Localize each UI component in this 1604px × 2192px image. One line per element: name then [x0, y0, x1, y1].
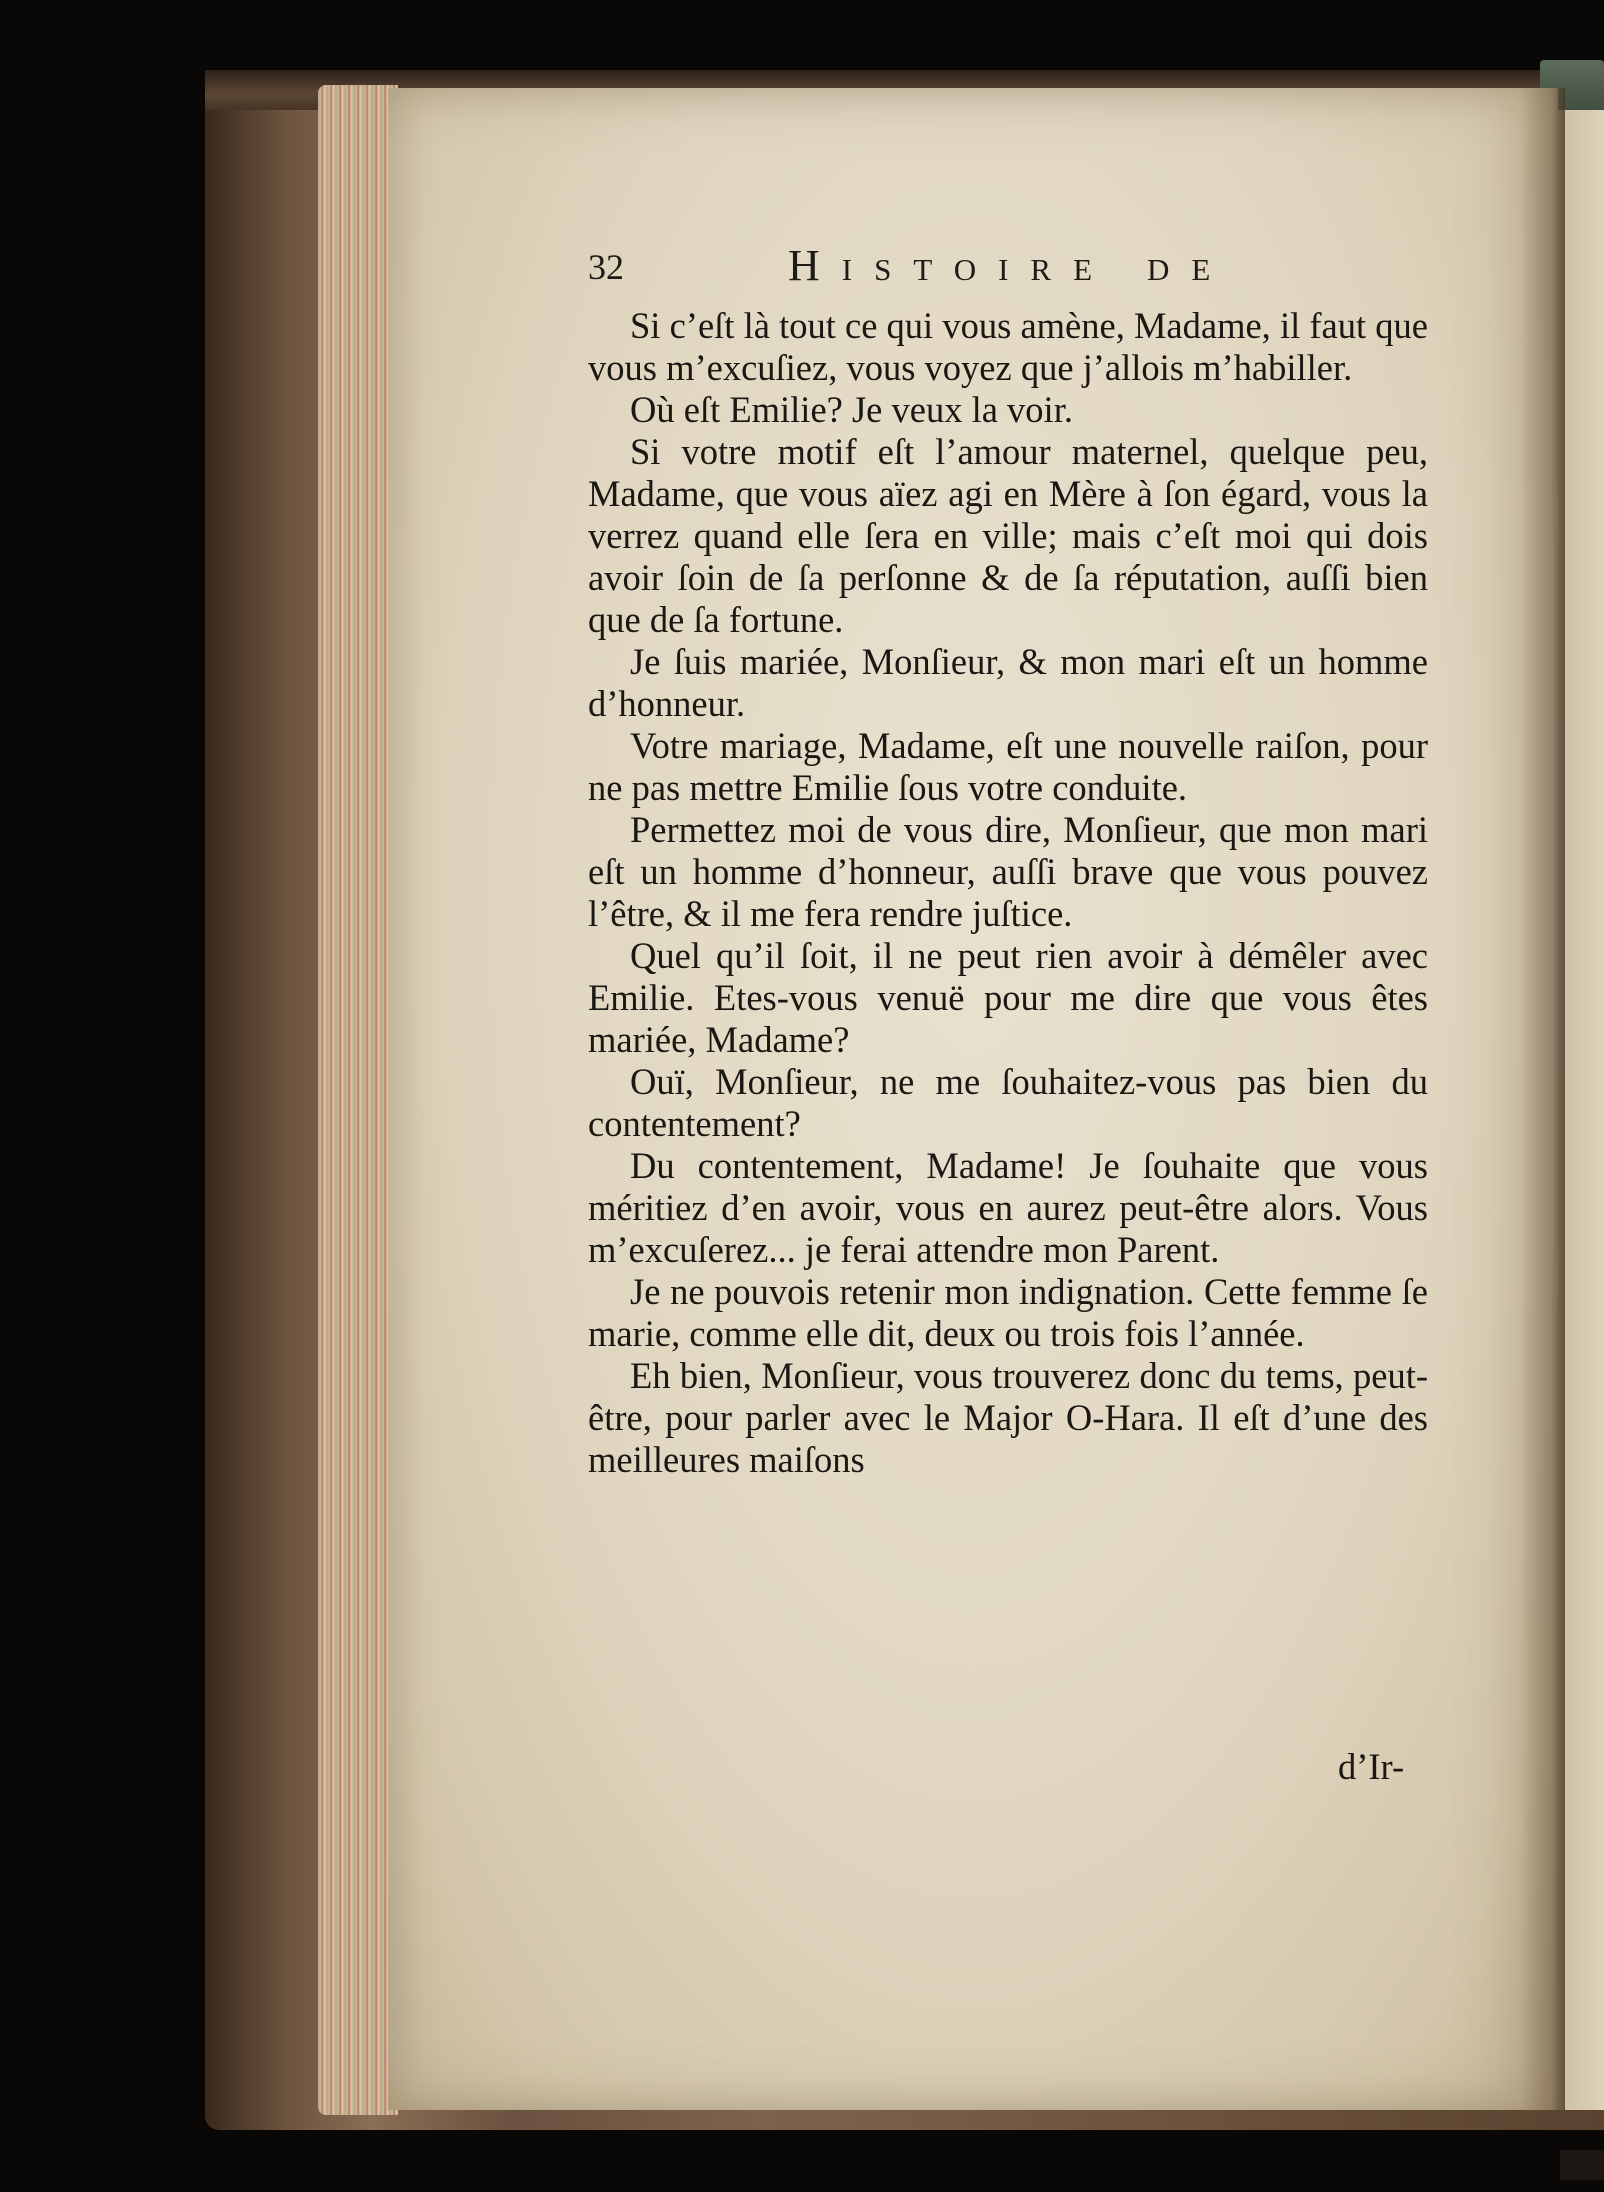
paragraph: Je ſuis mariée, Monſieur, & mon mari eſt un homme d’honneur.	[588, 641, 1428, 724]
page-fore-edge	[318, 85, 398, 2115]
paragraph: Eh bien, Monſieur, vous trouverez donc du tems, peut-être, pour parler avec le Major O-Hara. Il eſt d’une des meilleures maiſons	[588, 1355, 1428, 1480]
page-number: 32	[588, 247, 624, 287]
body-text	[588, 305, 1428, 1481]
page-gutter-shadow	[1520, 88, 1565, 2110]
running-head-title: Histoire de	[788, 241, 1233, 290]
paragraph: Permettez moi de vous dire, Monſieur, que mon mari eſt un homme d’honneur, auſſi brave que vous pouvez l’être, & il me fera rendre juſtice.	[588, 809, 1428, 934]
paragraph: Ouï, Monſieur, ne me ſouhaitez-vous pas bien du contentement?	[588, 1061, 1428, 1144]
paragraph: Si votre motif eſt l’amour maternel, quelque peu, Madame, que vous aïez agi en Mère à ſon égard, vous la verrez quand elle ſera en ville; mais c’eſt moi qui dois avoir ſoin de ſa perſonne & de ſa réputation, auſſi bien que de ſa fortune.	[588, 431, 1428, 640]
paragraph: Je ne pouvois retenir mon indignation. Cette femme ſe marie, comme elle dit, deux ou trois fois l’année.	[588, 1271, 1428, 1354]
catchword: d’Ir-	[1338, 1746, 1405, 1787]
paragraph: Votre mariage, Madame, eſt une nouvelle raiſon, pour ne pas mettre Emilie ſous votre conduite.	[588, 725, 1428, 808]
paragraph: Si c’eſt là tout ce qui vous amène, Madame, il faut que vous m’excuſiez, vous voyez que j’allois m’habiller.	[588, 305, 1428, 388]
shelf-mark	[1560, 2150, 1604, 2180]
paragraph: Quel qu’il ſoit, il ne peut rien avoir à démêler avec Emilie. Etes-vous venuë pour me dire que vous êtes mariée, Madame?	[588, 935, 1428, 1060]
paragraph: Où eſt Emilie? Je veux la voir.	[630, 389, 1073, 430]
paragraph: Du contentement, Madame! Je ſouhaite que vous méritiez d’en avoir, vous en aurez peut-être alors. Vous m’excuſerez... je ferai attendre mon Parent.	[588, 1145, 1428, 1270]
running-head	[588, 240, 1288, 300]
